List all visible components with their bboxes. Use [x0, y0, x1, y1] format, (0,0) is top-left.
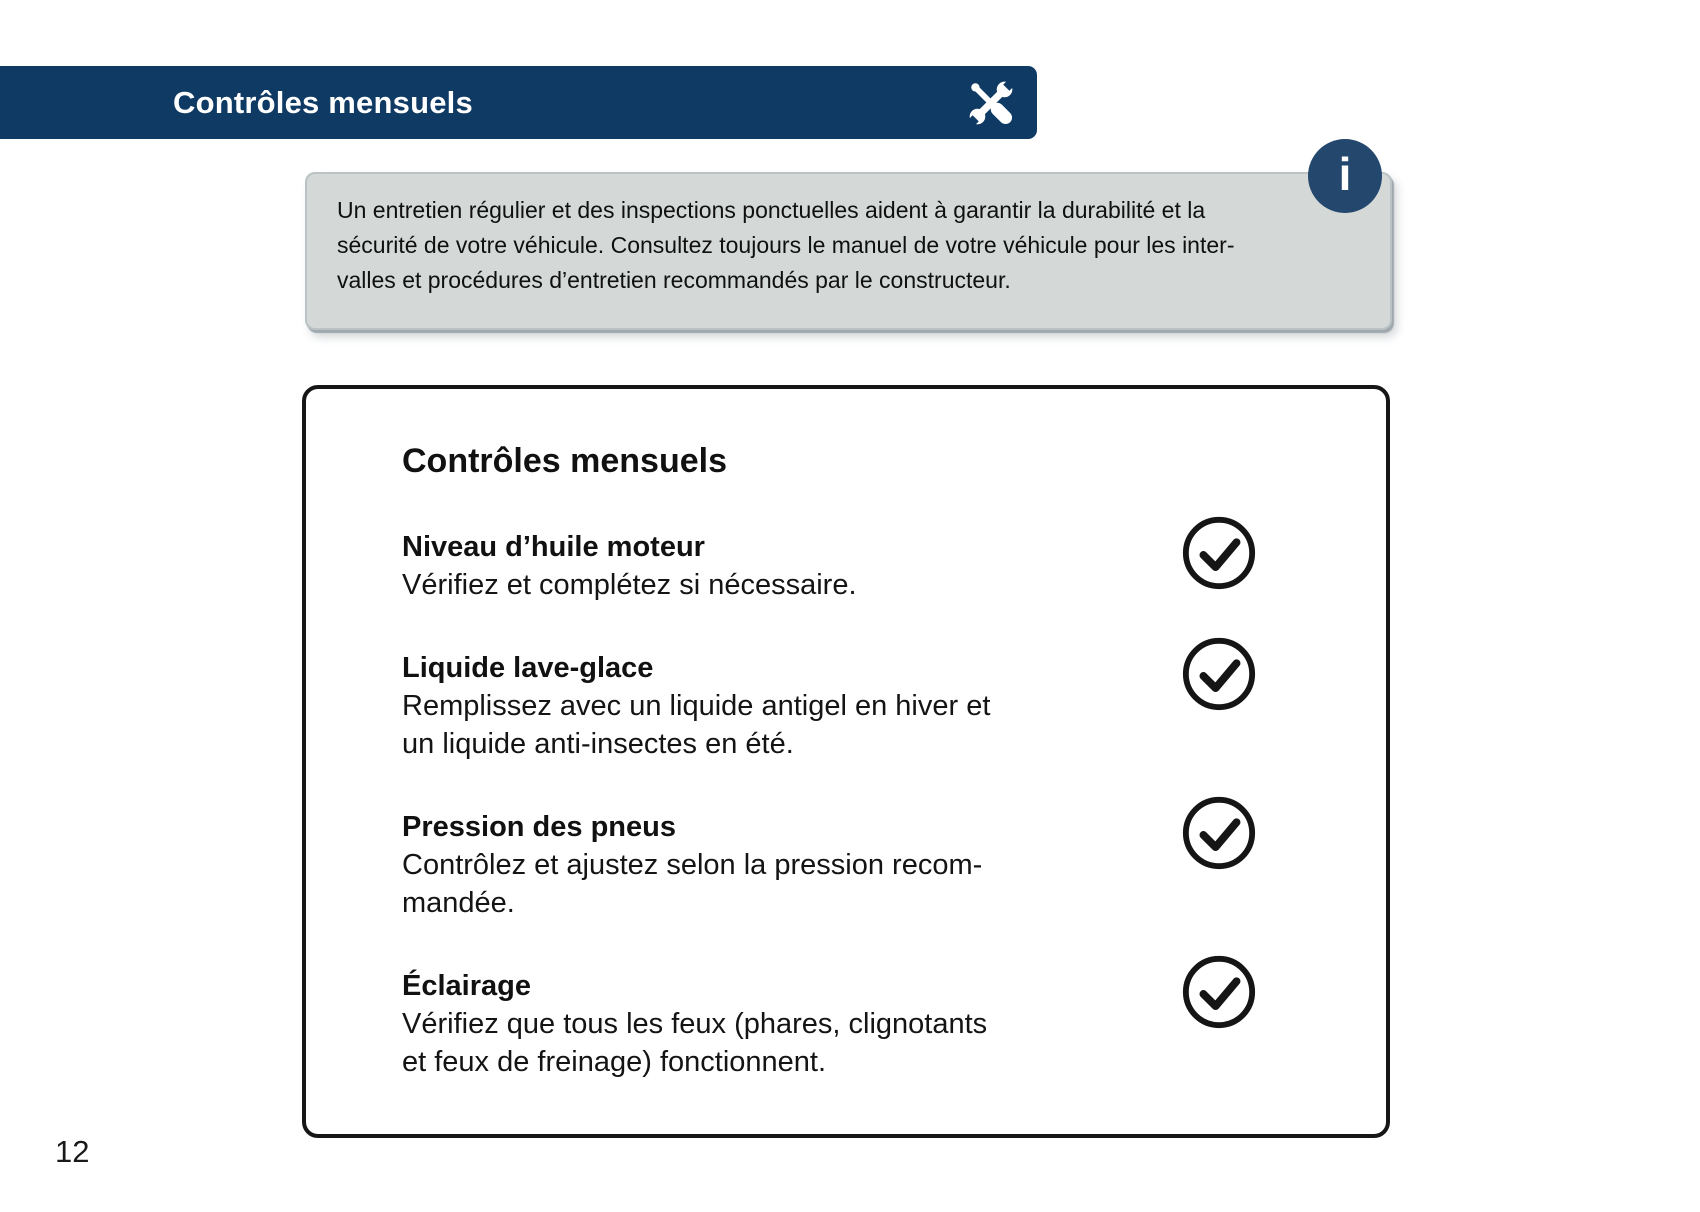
checklist-item — [402, 808, 1258, 922]
item-title: Éclairage — [402, 969, 531, 1002]
item-text — [402, 649, 1150, 763]
checklist-card — [302, 385, 1390, 1138]
checklist-title: Contrôles mensuels — [402, 442, 727, 480]
check-circle-icon — [1180, 794, 1258, 872]
item-description-line: mandée. — [402, 886, 515, 919]
item-description — [402, 1005, 1150, 1081]
item-description-line: Vérifiez et complétez si nécessaire. — [402, 568, 857, 601]
checklist-item — [402, 528, 1258, 604]
check-circle-icon — [1180, 514, 1258, 592]
item-description-line: Vérifiez que tous les feux (phares, clignotants — [402, 1007, 988, 1040]
checklist-items — [402, 528, 1258, 1081]
item-title: Liquide lave-glace — [402, 651, 654, 684]
page-number: 12 — [55, 1134, 90, 1169]
page-title: Contrôles mensuels — [173, 84, 473, 120]
item-description — [402, 687, 1150, 763]
item-description — [402, 566, 1150, 604]
item-description-line: Remplissez avec un liquide antigel en hiver et — [402, 689, 991, 722]
item-description-line: un liquide anti-insectes en été. — [402, 727, 794, 760]
item-text — [402, 808, 1150, 922]
checklist-item — [402, 967, 1258, 1081]
item-description — [402, 846, 1150, 922]
check-circle-icon — [1180, 635, 1258, 713]
info-box — [305, 172, 1392, 330]
item-text — [402, 528, 1150, 604]
info-text — [337, 193, 1360, 298]
item-description-line: et feux de freinage) fonctionnent. — [402, 1045, 827, 1078]
info-badge — [1308, 139, 1382, 213]
header-bar — [0, 66, 1037, 139]
item-text — [402, 967, 1150, 1081]
info-text-line: valles et procédures d’entretien recommandés par le constructeur. — [337, 267, 1011, 293]
tools-icon — [965, 77, 1017, 129]
checklist-item — [402, 649, 1258, 763]
info-text-line: sécurité de votre véhicule. Consultez toujours le manuel de votre véhicule pour les inter- — [337, 232, 1235, 258]
item-title: Niveau d’huile moteur — [402, 530, 705, 563]
info-text-line: Un entretien régulier et des inspections ponctuelles aident à garantir la durabilité et la — [337, 197, 1206, 223]
check-circle-icon — [1180, 953, 1258, 1031]
item-description-line: Contrôlez et ajustez selon la pression recom- — [402, 848, 983, 881]
info-icon: i — [1338, 148, 1352, 200]
item-title: Pression des pneus — [402, 810, 676, 843]
